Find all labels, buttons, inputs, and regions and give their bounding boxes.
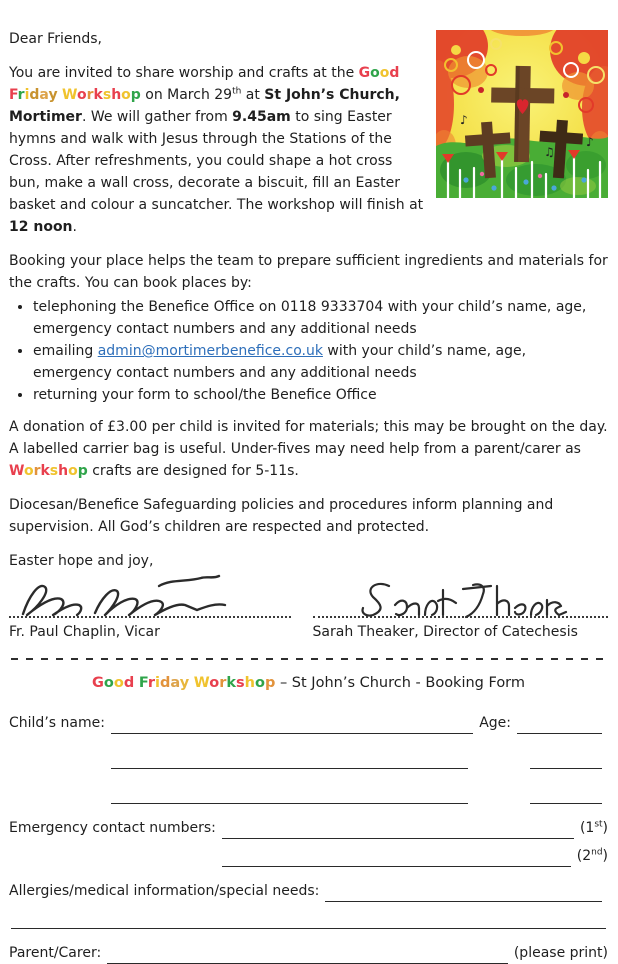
sarah-theaker-signature-image [353,574,578,622]
emergency-row-2 [9,845,608,867]
email-link[interactable]: admin@mortimerbenefice.co.uk [97,343,323,359]
rainbow-word: Workshop [62,87,141,103]
rainbow-word: Workshop [9,463,88,479]
three-crosses-painting [436,30,608,198]
first-contact-tag: (1st) [579,819,608,836]
rainbow-word: Workshop [193,675,276,691]
safeguarding-paragraph: Diocesan/Benefice Safeguarding policies and procedures inform planning and supervision. All God’s children are respected and protected. [9,497,554,535]
childs-name-row-2 [9,747,608,769]
signatory-name: Fr. Paul Chaplin, Vicar [9,624,160,640]
svg-text:♪: ♪ [586,135,594,149]
allergies-row [9,880,608,902]
booking-form-title: Good Friday Workshop – St John’s Church - Booking Form [91,675,526,691]
paul-chaplin-signature-image [9,570,259,622]
age-label: Age: [479,715,511,731]
age-line-2 [530,751,602,769]
allergies-label: Allergies/medical information/special needs: [9,883,320,899]
allergies-line-2 [11,915,606,929]
rainbow-word: Good [91,675,135,691]
childs-name-label: Child’s name: [9,715,105,731]
svg-text:♫: ♫ [544,145,555,159]
please-print-label: (please print) [513,945,608,961]
rainbow-word: Friday [9,87,58,103]
emergency-line-2 [222,849,571,867]
rainbow-word: Good [358,65,400,81]
emergency-label: Emergency contact numbers: [9,820,216,836]
emergency-row-1 [9,817,608,839]
booking-method-form: • returning your form to school/the Benefice Office [33,384,608,406]
signature-block [9,574,608,643]
age-line [517,716,602,734]
emergency-line-1 [222,821,574,839]
signatory-name: Sarah Theaker, Director of Catechesis [312,624,578,640]
signature-right [291,574,608,643]
childs-name-line-2 [111,751,468,769]
closing-line: Easter hope and joy, [9,553,154,569]
childs-name-row-3 [9,782,608,804]
parent-line [107,946,508,964]
signature-dotted-line [9,574,291,618]
parent-label: Parent/Carer: [9,945,102,961]
childs-name-line-3 [111,786,468,804]
signature-dotted-line [313,574,608,618]
parent-row [9,942,608,964]
childs-name-row [9,712,608,734]
childs-name-line [111,716,473,734]
age-line-3 [530,786,602,804]
letter-salutation: Dear Friends, [9,31,102,47]
rainbow-word: Friday [138,675,190,691]
section-divider [11,658,606,660]
allergies-line [325,884,602,902]
music-note-glyph: ♪ [460,113,468,127]
second-contact-tag: (2nd) [576,847,608,864]
booking-paragraph: Booking your place helps the team to prepare sufficient ingredients and materials for the crafts. You can book places by: [9,253,608,291]
donation-paragraph: A donation of £3.00 per child is invited for materials; this may be brought on the day. A labelled carrier bag is useful. Under-fives may need help from a parent/carer as Workshop crafts are designed for 5-11s. [9,419,608,479]
intro-paragraph: You are invited to share worship and crafts at the Good Friday Workshop on March 29th at St John’s Church, Mortimer. We will gather from 9.45am to sing Easter hymns and walk with Jesus through the Stations of the Cross. After refreshments, you could shape a hot cross bun, make a wall cross, decorate a biscuit, fill an Easter basket and colour a suncatcher. The workshop will finish at 12 noon. [9,65,424,235]
signature-left [9,574,291,643]
booking-methods-list [9,296,608,406]
booking-method-email: • emailing admin@mortimerbenefice.co.uk with your child’s name, age, emergency contact numbers and any additional needs [33,340,608,384]
booking-method-phone: • telephoning the Benefice Office on 0118 9333704 with your child’s name, age, emergency contact numbers and any additional needs [33,296,608,340]
